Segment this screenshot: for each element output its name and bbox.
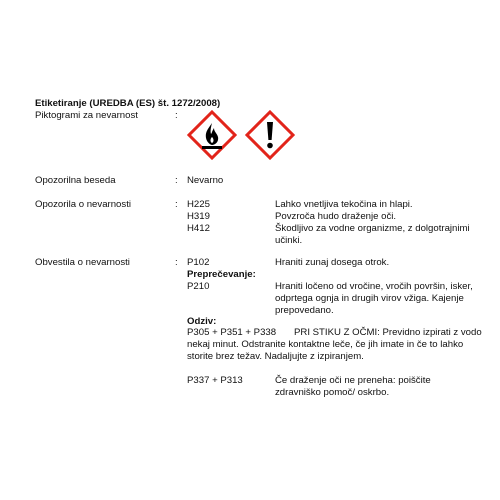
pictograms-label: Piktogrami za nevarnost — [35, 110, 138, 121]
precaution-text-p102: Hraniti zunaj dosega otrok. — [275, 257, 390, 268]
hazard-text-h225: Lahko vnetljiva tekočina in hlapi. — [275, 199, 413, 210]
pictogram-group — [187, 110, 295, 160]
precaution-text-p210: Hraniti ločeno od vročine, vročih površin, isker, odprtega ognja in drugih virov vžiga. Kajenje prepovedano. — [275, 281, 473, 316]
precaution-code-p305: P305 + P351 + P338 — [187, 327, 277, 338]
precaution-code-p337: P337 + P313 — [187, 375, 243, 386]
response-heading: Odziv: — [187, 316, 217, 327]
section-title: Etiketiranje (UREDBA (ES) št. 1272/2008) — [35, 98, 221, 109]
signal-word-label: Opozorilna beseda — [35, 175, 116, 186]
pictograms-colon: : — [175, 110, 178, 121]
precaution-code-p210: P210 — [187, 281, 210, 292]
signal-word-colon: : — [175, 175, 178, 186]
hazard-text-h319: Povzroča hudo draženje oči. — [275, 211, 397, 222]
hazard-text-h412: Škodljivo za vodne organizme, z dolgotrajnimi učinki. — [275, 223, 470, 246]
prevention-heading: Preprečevanje: — [187, 269, 256, 280]
precautionary-statements-colon: : — [175, 257, 178, 268]
hazard-code-h319: H319 — [187, 211, 210, 222]
hazard-code-h225: H225 — [187, 199, 210, 210]
precaution-text-p305: PRI STIKU Z OČMI: Previdno izpirati z vodo nekaj minut. Odstranite kontaktne leče, če jih imate in če to lahko storite brez težav. Nadaljujte z izpiranjem. — [187, 327, 482, 362]
precaution-code-p102: P102 — [187, 257, 210, 268]
precaution-text-p337: Če draženje oči ne preneha: poiščite zdravniško pomoč/ oskrbo. — [275, 375, 431, 398]
exclamation-mark-icon — [245, 110, 295, 160]
hazard-statements-label: Opozorila o nevarnosti — [35, 199, 131, 210]
hazard-statements-colon: : — [175, 199, 178, 210]
precautionary-statements-label: Obvestila o nevarnosti — [35, 257, 130, 268]
hazard-code-h412: H412 — [187, 223, 210, 234]
signal-word-value: Nevarno — [187, 175, 224, 186]
flame-icon — [187, 110, 237, 160]
